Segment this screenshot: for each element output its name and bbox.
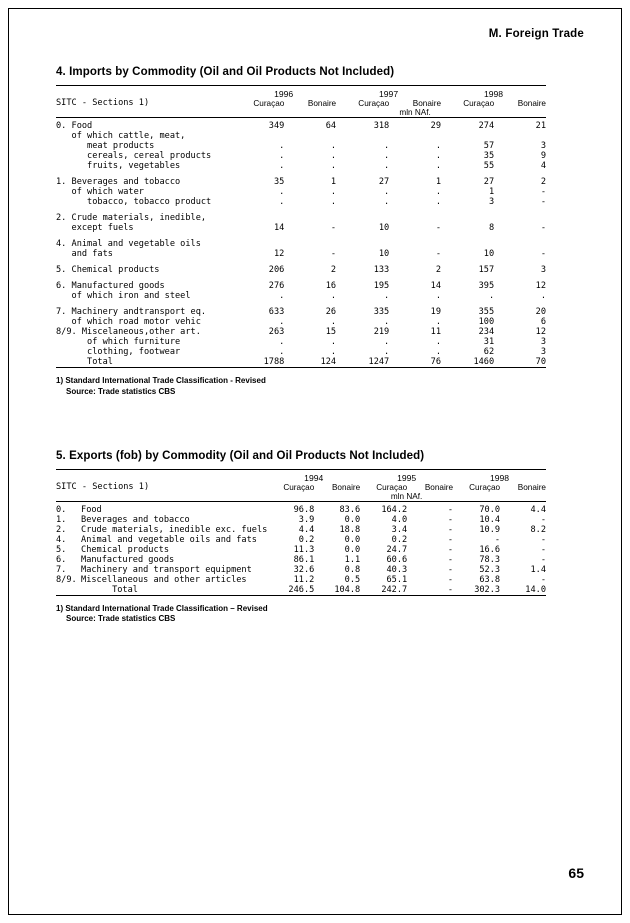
row-value: 234 bbox=[478, 327, 495, 337]
row-value bbox=[336, 131, 389, 141]
imports-col-1: Curaçao bbox=[253, 99, 285, 108]
row-value bbox=[284, 131, 336, 141]
row-value: - bbox=[540, 514, 546, 525]
row-value bbox=[494, 131, 546, 141]
imports-col-3: Curaçao bbox=[358, 99, 390, 108]
row-value: . bbox=[330, 317, 337, 327]
table-row bbox=[56, 515, 546, 525]
exports-total-v1: 246.5 bbox=[288, 584, 315, 595]
imports-table-title: 4. Imports by Commodity (Oil and Oil Products Not Included) bbox=[56, 66, 395, 78]
row-value: 133 bbox=[373, 265, 390, 275]
row-value: - bbox=[330, 223, 337, 233]
imports-total-v3: 1247 bbox=[368, 357, 390, 367]
row-value: . bbox=[279, 161, 285, 171]
row-value: . bbox=[435, 337, 442, 347]
row-value: 20 bbox=[535, 307, 546, 317]
table-row bbox=[56, 197, 546, 207]
table-row bbox=[56, 121, 546, 131]
row-value: . bbox=[279, 317, 285, 327]
row-value: 1 bbox=[330, 177, 337, 187]
row-label: 2. Crude materials, inedible, bbox=[56, 213, 207, 223]
row-value: 633 bbox=[268, 307, 285, 317]
row-label: 6. Manufactured goods bbox=[56, 281, 165, 291]
row-label: 8/9. Miscelaneous,other art. bbox=[56, 327, 201, 337]
row-value: . bbox=[435, 141, 442, 151]
exports-col-2: Bonaire bbox=[331, 482, 361, 492]
table-row bbox=[56, 239, 546, 249]
row-value: 10.4 bbox=[479, 514, 501, 525]
row-value bbox=[336, 213, 389, 223]
imports-year-1: 1996 bbox=[274, 89, 294, 99]
row-value: . bbox=[279, 141, 285, 151]
row-value: . bbox=[435, 187, 442, 197]
table-rule-bottom bbox=[56, 595, 546, 599]
exports-year-2: 1995 bbox=[397, 472, 417, 483]
table-row bbox=[56, 161, 546, 171]
exports-col-3: Curaçao bbox=[376, 482, 408, 492]
table-rule-bottom bbox=[56, 368, 546, 372]
row-value: 10 bbox=[483, 249, 495, 259]
table-row bbox=[56, 555, 546, 565]
row-value: 4.4 bbox=[530, 504, 546, 515]
table-row bbox=[56, 347, 546, 357]
row-value: 8 bbox=[488, 223, 495, 233]
imports-col-6: Bonaire bbox=[517, 99, 546, 108]
exports-table-title: 5. Exports (fob) by Commodity (Oil and Oil Products Not Included) bbox=[56, 449, 425, 462]
row-value: 35 bbox=[273, 177, 285, 187]
row-value: 64 bbox=[325, 121, 337, 131]
row-value: 12 bbox=[535, 327, 546, 337]
row-label: of which water bbox=[56, 187, 144, 197]
row-label: 1. Beverages and tobacco bbox=[56, 177, 181, 187]
row-value: 1 bbox=[435, 177, 442, 187]
row-value: . bbox=[330, 161, 337, 171]
exports-total-v5: 302.3 bbox=[474, 584, 501, 595]
table-row bbox=[56, 281, 546, 291]
row-value: 3 bbox=[540, 347, 546, 357]
imports-footnote-text: 1) Standard International Trade Classification - Revised bbox=[56, 376, 266, 385]
table-row bbox=[56, 545, 546, 555]
row-value: - bbox=[540, 223, 546, 233]
row-label: tobacco, tobacco product bbox=[56, 197, 212, 207]
imports-header-unit bbox=[56, 108, 546, 118]
row-value: - bbox=[540, 574, 546, 585]
imports-total-row bbox=[56, 357, 546, 368]
row-value: . bbox=[330, 187, 337, 197]
imports-total-v5: 1460 bbox=[473, 357, 495, 367]
row-value: . bbox=[279, 187, 285, 197]
table-row bbox=[56, 223, 546, 233]
row-value: 8.2 bbox=[530, 524, 546, 535]
row-label: and fats bbox=[56, 249, 113, 259]
row-value: 27 bbox=[483, 177, 495, 187]
row-value: 157 bbox=[478, 265, 495, 275]
row-number: 4. bbox=[56, 534, 67, 545]
row-label: of which cattle, meat, bbox=[56, 131, 186, 141]
row-value bbox=[441, 213, 494, 223]
table-row bbox=[56, 131, 546, 141]
imports-total-label: Total bbox=[56, 357, 113, 367]
row-value: 18.8 bbox=[339, 524, 361, 535]
row-value: 70.0 bbox=[479, 504, 501, 515]
row-value: - bbox=[435, 223, 442, 233]
exports-table bbox=[56, 469, 546, 599]
row-label: Animal and vegetable oils and fats bbox=[81, 534, 257, 545]
row-label: 7. Machinery andtransport eq. bbox=[56, 307, 207, 317]
row-value: 96.8 bbox=[293, 504, 315, 515]
row-value: 24.7 bbox=[386, 544, 408, 555]
row-value: . bbox=[279, 151, 285, 161]
row-value: 3.9 bbox=[298, 514, 315, 525]
row-value: 31 bbox=[483, 337, 495, 347]
row-value bbox=[389, 131, 441, 141]
row-value: . bbox=[330, 141, 337, 151]
row-value: . bbox=[384, 197, 390, 207]
row-value: - bbox=[540, 544, 546, 555]
exports-col-5: Curaçao bbox=[469, 482, 501, 492]
row-value: 60.6 bbox=[386, 554, 408, 565]
imports-col-2: Bonaire bbox=[307, 99, 337, 108]
table-row bbox=[56, 151, 546, 161]
row-value: 2 bbox=[540, 177, 546, 187]
table-row bbox=[56, 291, 546, 301]
row-value: 65.1 bbox=[386, 574, 408, 585]
row-value: . bbox=[330, 291, 337, 301]
row-label: Chemical products bbox=[81, 544, 169, 555]
row-value: 1.1 bbox=[344, 554, 361, 565]
row-value: . bbox=[330, 197, 337, 207]
row-value: 55 bbox=[483, 161, 495, 171]
imports-unit: mln NAf. bbox=[399, 108, 431, 117]
row-value: 14 bbox=[430, 281, 442, 291]
row-value: 0.0 bbox=[344, 534, 361, 545]
exports-block bbox=[56, 450, 546, 626]
row-value: . bbox=[330, 151, 337, 161]
table-row bbox=[56, 177, 546, 187]
table-row bbox=[56, 213, 546, 223]
row-value: 4.4 bbox=[298, 524, 315, 535]
row-value: 0.8 bbox=[344, 564, 361, 575]
row-value bbox=[441, 131, 494, 141]
exports-col-1: Curaçao bbox=[283, 482, 315, 492]
imports-total-v6: 70 bbox=[535, 357, 546, 367]
row-value: 35 bbox=[483, 151, 495, 161]
row-value bbox=[389, 239, 441, 249]
row-label: Crude materials, inedible exc. fuels bbox=[81, 524, 268, 535]
row-value: 0.0 bbox=[344, 514, 361, 525]
table-row bbox=[56, 317, 546, 327]
table-row bbox=[56, 249, 546, 259]
row-value: 4 bbox=[540, 161, 546, 171]
row-value: . bbox=[279, 291, 285, 301]
imports-body bbox=[56, 121, 546, 357]
exports-total-label: Total bbox=[81, 584, 138, 595]
row-value bbox=[441, 239, 494, 249]
row-label: Beverages and tobacco bbox=[81, 514, 190, 525]
row-value: - bbox=[540, 197, 546, 207]
row-value: 16 bbox=[325, 281, 337, 291]
row-value: 14 bbox=[273, 223, 285, 233]
row-label: 4. Animal and vegetable oils bbox=[56, 239, 201, 249]
row-number: 6. bbox=[56, 554, 67, 565]
exports-unit: mln NAf. bbox=[390, 491, 423, 501]
row-value: 2 bbox=[435, 265, 442, 275]
imports-total-v2: 124 bbox=[320, 357, 337, 367]
row-value: . bbox=[435, 197, 442, 207]
row-value bbox=[494, 239, 546, 249]
row-value: . bbox=[330, 337, 337, 347]
row-number: 1. bbox=[56, 514, 67, 525]
row-value: . bbox=[384, 161, 390, 171]
row-value: . bbox=[330, 347, 337, 357]
table-row bbox=[56, 525, 546, 535]
row-value: 355 bbox=[478, 307, 495, 317]
row-value: 1.4 bbox=[530, 564, 546, 575]
exports-col-6: Bonaire bbox=[517, 482, 546, 492]
row-value: - bbox=[447, 564, 454, 575]
exports-year-3: 1998 bbox=[489, 472, 510, 483]
row-value: 52.3 bbox=[479, 564, 501, 575]
row-value bbox=[284, 213, 336, 223]
imports-total-v1: 1788 bbox=[263, 357, 285, 367]
row-value: 0.0 bbox=[344, 544, 361, 555]
row-value: 195 bbox=[373, 281, 390, 291]
table-row bbox=[56, 141, 546, 151]
exports-total-v6: 14.0 bbox=[525, 584, 546, 595]
row-value: 6 bbox=[540, 317, 546, 327]
imports-year-3: 1998 bbox=[483, 89, 504, 99]
row-value: . bbox=[435, 161, 442, 171]
row-number: 8/9. bbox=[56, 574, 77, 585]
page-content bbox=[56, 66, 546, 625]
table-row bbox=[56, 327, 546, 337]
row-value: 3 bbox=[488, 197, 495, 207]
table-row bbox=[56, 307, 546, 317]
row-value bbox=[389, 213, 441, 223]
row-value: . bbox=[279, 337, 285, 347]
row-value bbox=[336, 239, 389, 249]
imports-col-4: Bonaire bbox=[412, 99, 442, 108]
row-label: Machinery and transport equipment bbox=[81, 564, 252, 575]
table-row bbox=[56, 265, 546, 275]
row-value: 318 bbox=[373, 121, 390, 131]
row-label: meat products bbox=[56, 141, 155, 151]
imports-total-v4: 76 bbox=[430, 357, 442, 367]
imports-table bbox=[56, 85, 546, 371]
row-label: Food bbox=[81, 504, 102, 515]
table-row bbox=[56, 187, 546, 197]
exports-header-years bbox=[56, 473, 546, 483]
row-value: . bbox=[279, 347, 285, 357]
row-value: 100 bbox=[478, 317, 495, 327]
row-value: - bbox=[447, 504, 454, 515]
row-value: 40.3 bbox=[386, 564, 408, 575]
imports-header-years bbox=[56, 89, 546, 99]
row-value: 9 bbox=[540, 151, 546, 161]
row-value: 0.2 bbox=[298, 534, 315, 545]
exports-footnote-text: 1) Standard International Trade Classification – Revised bbox=[56, 603, 268, 613]
row-value: 19 bbox=[430, 307, 442, 317]
row-label: cereals, cereal products bbox=[56, 151, 212, 161]
row-value: 12 bbox=[535, 281, 546, 291]
row-value: . bbox=[384, 291, 390, 301]
row-value: - bbox=[447, 574, 454, 585]
exports-footnote bbox=[56, 604, 546, 626]
row-value: 83.6 bbox=[339, 504, 361, 515]
row-value: 274 bbox=[478, 121, 495, 131]
row-value: 263 bbox=[268, 327, 285, 337]
row-value bbox=[284, 239, 336, 249]
row-value: . bbox=[435, 347, 442, 357]
row-value: 0.5 bbox=[344, 574, 361, 585]
row-value: 62 bbox=[483, 347, 495, 357]
row-value: . bbox=[384, 347, 390, 357]
exports-year-1: 1994 bbox=[304, 472, 324, 483]
row-value: 78.3 bbox=[479, 554, 501, 565]
row-value: . bbox=[540, 291, 546, 301]
row-value: - bbox=[540, 249, 546, 259]
row-value: - bbox=[447, 514, 454, 525]
exports-source: Source: Trade statistics CBS bbox=[66, 614, 176, 624]
row-value: 3 bbox=[540, 141, 546, 151]
row-value: 86.1 bbox=[293, 554, 315, 565]
row-value: 10 bbox=[378, 223, 390, 233]
row-number: 2. bbox=[56, 524, 67, 535]
row-value: 63.8 bbox=[479, 574, 501, 585]
row-number: 7. bbox=[56, 564, 67, 575]
exports-col-4: Bonaire bbox=[424, 482, 454, 492]
table-row bbox=[56, 535, 546, 545]
row-value: 1 bbox=[488, 187, 495, 197]
row-value bbox=[231, 213, 284, 223]
row-value: 4.0 bbox=[391, 514, 408, 525]
table-row bbox=[56, 575, 546, 585]
row-label: of which furniture bbox=[56, 337, 181, 347]
row-value: - bbox=[435, 249, 442, 259]
row-value: . bbox=[488, 291, 495, 301]
exports-header-unit bbox=[56, 492, 546, 502]
row-value: 26 bbox=[325, 307, 337, 317]
row-value bbox=[231, 131, 284, 141]
imports-year-2: 1997 bbox=[379, 89, 399, 99]
row-value: . bbox=[384, 337, 390, 347]
exports-body bbox=[56, 505, 546, 585]
row-value: 0.2 bbox=[391, 534, 408, 545]
row-label: clothing, footwear bbox=[56, 347, 181, 357]
row-value: 32.6 bbox=[293, 564, 315, 575]
exports-total-v2: 104.8 bbox=[334, 584, 361, 595]
row-value: 335 bbox=[373, 307, 390, 317]
row-value: 349 bbox=[268, 121, 285, 131]
table-row bbox=[56, 337, 546, 347]
page-number: 65 bbox=[568, 865, 584, 881]
row-value: . bbox=[384, 187, 390, 197]
table-row bbox=[56, 505, 546, 515]
row-label: except fuels bbox=[56, 223, 134, 233]
row-value: . bbox=[435, 151, 442, 161]
row-value: - bbox=[540, 534, 546, 545]
row-value: 395 bbox=[478, 281, 495, 291]
row-value: - bbox=[447, 554, 454, 565]
row-value: . bbox=[384, 151, 390, 161]
imports-sitc-label: SITC - Sections 1) bbox=[56, 98, 150, 108]
running-head: M. Foreign Trade bbox=[488, 28, 584, 40]
row-label: 0. Food bbox=[56, 121, 93, 131]
row-label: of which iron and steel bbox=[56, 291, 191, 301]
row-number: 0. bbox=[56, 504, 67, 515]
row-number: 5. bbox=[56, 544, 67, 555]
row-label: fruits, vegetables bbox=[56, 161, 181, 171]
row-value: 57 bbox=[483, 141, 495, 151]
row-value: - bbox=[330, 249, 337, 259]
row-value: - bbox=[447, 534, 454, 545]
exports-sitc-label: SITC - Sections 1) bbox=[56, 481, 150, 492]
row-value: . bbox=[384, 141, 390, 151]
row-value: - bbox=[447, 544, 454, 555]
row-label: Miscellaneous and other articles bbox=[81, 574, 247, 585]
row-value: 11 bbox=[430, 327, 442, 337]
row-value: 27 bbox=[378, 177, 390, 187]
row-value: 3 bbox=[540, 337, 546, 347]
row-value: . bbox=[279, 197, 285, 207]
row-value: 15 bbox=[325, 327, 337, 337]
row-value: 164.2 bbox=[381, 504, 408, 515]
row-value: - bbox=[540, 187, 546, 197]
imports-footnote bbox=[56, 376, 546, 398]
row-value: 10.9 bbox=[479, 524, 501, 535]
row-value: . bbox=[384, 317, 390, 327]
row-value: - bbox=[540, 554, 546, 565]
table-row bbox=[56, 565, 546, 575]
exports-total-v3: 242.7 bbox=[381, 584, 408, 595]
row-value bbox=[231, 239, 284, 249]
row-value: 16.6 bbox=[479, 544, 501, 555]
row-value: 2 bbox=[330, 265, 337, 275]
row-label: 5. Chemical products bbox=[56, 265, 160, 275]
row-value bbox=[494, 213, 546, 223]
exports-total-row bbox=[56, 585, 546, 596]
imports-col-5: Curaçao bbox=[463, 99, 495, 108]
row-value: 3 bbox=[540, 265, 546, 275]
row-value: 11.3 bbox=[293, 544, 315, 555]
row-value: 10 bbox=[378, 249, 390, 259]
row-value: 206 bbox=[268, 265, 285, 275]
row-value: - bbox=[447, 524, 454, 535]
row-value: 12 bbox=[273, 249, 285, 259]
row-label: Manufactured goods bbox=[81, 554, 175, 565]
row-value: . bbox=[435, 291, 442, 301]
row-value: 276 bbox=[268, 281, 285, 291]
imports-source: Source: Trade statistics CBS bbox=[66, 386, 176, 396]
row-value: 3.4 bbox=[391, 524, 408, 535]
row-value: - bbox=[494, 534, 501, 545]
row-label: of which road motor vehic bbox=[56, 317, 201, 327]
exports-total-v4: - bbox=[447, 584, 454, 595]
row-value: 21 bbox=[535, 121, 546, 131]
row-value: 11.2 bbox=[293, 574, 315, 585]
row-value: 219 bbox=[373, 327, 390, 337]
row-value: 29 bbox=[430, 121, 442, 131]
row-value: . bbox=[435, 317, 442, 327]
